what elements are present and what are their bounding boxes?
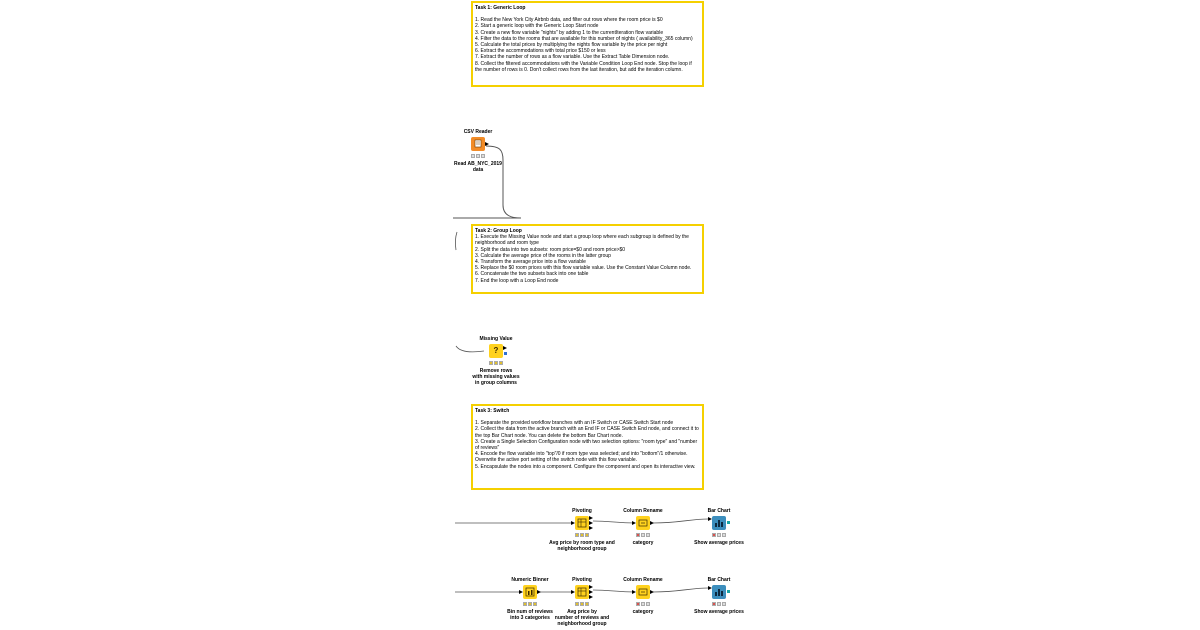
annotation-task2-item: 1. Execute the Missing Value node and start a group loop where each subgroup is defined by the neighborhood and room type	[475, 234, 689, 247]
model-output-port[interactable]	[504, 352, 507, 355]
node-csv-reader[interactable]	[433, 129, 523, 173]
input-port[interactable]	[708, 586, 712, 590]
annotation-task1-title: Task 1: Generic Loop	[475, 5, 526, 11]
bar-chart-icon	[712, 516, 726, 530]
annotation-task1-item: 2. Start a generic loop with the Generic Loop Start node	[475, 23, 599, 30]
node-description[interactable]: Bin num of reviews into 3 categories	[507, 609, 553, 621]
annotation-task2-item: 3. Calculate the average price of the rooms in the latter group	[475, 252, 611, 259]
output-port[interactable]	[589, 585, 593, 589]
annotation-task2-item: 5. Replace the $0 room prices with this flow variable value. Use the Constant Value Column node.	[475, 265, 692, 272]
image-output-port[interactable]	[727, 521, 730, 524]
node-description[interactable]: Show average prices	[694, 609, 744, 615]
bar-chart-icon	[712, 585, 726, 599]
node-icon-box[interactable]	[636, 585, 650, 599]
annotation-task2-item: 6. Concatenate the two subsets back into one table	[475, 271, 589, 278]
annotation-task1[interactable]	[471, 1, 704, 87]
annotation-task2-list	[475, 234, 700, 284]
image-output-port[interactable]	[727, 590, 730, 593]
annotation-task2-title: Task 2: Group Loop	[475, 228, 522, 234]
node-title: Missing Value	[479, 336, 513, 342]
output-port[interactable]	[589, 590, 593, 594]
node-status	[674, 602, 764, 606]
output-port[interactable]	[503, 346, 507, 350]
node-icon-box[interactable]	[575, 585, 589, 599]
node-title: Numeric Binner	[511, 577, 549, 583]
node-description[interactable]: Show average prices	[694, 540, 744, 546]
node-icon-box[interactable]	[523, 585, 537, 599]
output-port[interactable]	[485, 142, 489, 146]
annotation-task2-item: 2. Split the data into two subsets: room price=$0 and room price>$0	[475, 246, 626, 253]
annotation-task1-list	[475, 17, 700, 73]
annotation-task3[interactable]	[471, 404, 704, 490]
node-title: Pivoting	[572, 577, 592, 583]
annotation-task1-item: 8. Collect the filtered accommodations with the Variable Condition Loop End node. Stop the loop if the number of rows is 0. Don't collect rows from the last iteration, but add the iteration column.	[475, 60, 692, 73]
pivot-table-icon	[575, 516, 589, 530]
annotation-task1-item: 6. Extract the accommodations with total price $150 or less	[475, 48, 606, 55]
node-title: Bar Chart	[707, 577, 731, 583]
node-description[interactable]: Avg price by room type and neighborhood group	[549, 540, 615, 552]
node-status	[451, 361, 541, 365]
rename-icon	[636, 516, 650, 530]
node-missing-value[interactable]	[451, 336, 541, 386]
csv-file-icon	[471, 137, 485, 151]
annotation-task1-item: 4. Filter the data to the rooms that are available for this number of nights ( availability_365 column)	[475, 35, 693, 42]
output-port[interactable]	[650, 521, 654, 525]
node-icon-box[interactable]	[471, 137, 485, 151]
node-icon-box[interactable]	[712, 516, 726, 530]
node-bar-chart-bottom[interactable]	[674, 577, 764, 615]
node-title: Pivoting	[572, 508, 592, 514]
node-description[interactable]: Avg price by number of reviews and neighborhood group	[554, 609, 610, 627]
node-icon-box[interactable]	[712, 585, 726, 599]
output-port[interactable]	[589, 516, 593, 520]
connection-into-task2[interactable]	[455, 232, 457, 250]
node-bar-chart-top[interactable]	[674, 508, 764, 546]
node-icon-box[interactable]	[636, 516, 650, 530]
node-description[interactable]: Read AB_NYC_2019 data	[454, 161, 502, 173]
annotation-task3-item: 1. Separate the provided workflow branches with an IF Switch or CASE Switch Start node	[475, 420, 674, 427]
annotation-task1-item: 7. Extract the number of rows as a flow variable. Use the Extract Table Dimension node.	[475, 54, 670, 61]
node-icon-box[interactable]	[575, 516, 589, 530]
output-port[interactable]	[589, 526, 593, 530]
output-port[interactable]	[589, 595, 593, 599]
question-mark-icon: ?	[493, 346, 499, 355]
output-port[interactable]	[589, 521, 593, 525]
annotation-task3-item: 5. Encapsulate the nodes into a component. Configure the component and open its interactive view.	[475, 463, 696, 470]
input-port[interactable]	[571, 590, 575, 594]
node-description[interactable]: Remove rows with missing values in group columns	[472, 368, 520, 386]
annotation-task3-item: 2. Collect the data from the active branch with an End IF or CASE Switch End node, and connect it to the top Bar Chart node. You can delete the bottom Bar Chart node.	[475, 426, 699, 439]
annotation-task1-item: 1. Read the New York City Airbnb data, and filter out rows where the room price is $0	[475, 17, 663, 24]
node-title: Column Rename	[623, 508, 663, 514]
node-icon-box[interactable]	[489, 344, 503, 358]
annotation-task2-item: 7. End the loop with a Loop End node	[475, 277, 559, 284]
output-port[interactable]	[650, 590, 654, 594]
annotation-task1-item: 3. Create a new flow variable "nights" by adding 1 to the currentIteration flow variable	[475, 29, 664, 36]
node-description[interactable]: category	[632, 609, 654, 615]
annotation-task3-title: Task 3: Switch	[475, 408, 510, 414]
annotation-task1-item: 5. Calculate the total prices by multiplying the nights flow variable by the price per night	[475, 42, 668, 49]
annotation-task2-item: 4. Transform the average price into a flow variable	[475, 259, 586, 266]
annotation-task3-item: 3. Create a Single Selection Configuration node with two selection options: "room type" and "number of reviews"	[475, 438, 698, 452]
annotation-task2[interactable]	[471, 224, 704, 294]
annotation-task3-item: 4. Encode the flow variable into "top"/0 if room type was selected; and into "bottom"/1 otherwise. Overwrite the active port setting of the switch node with this flow variable.	[475, 451, 688, 464]
annotation-task3-list	[475, 420, 700, 470]
input-port[interactable]	[519, 590, 523, 594]
pivot-table-icon	[575, 585, 589, 599]
node-status	[433, 154, 523, 158]
node-title: CSV Reader	[463, 129, 493, 135]
node-description[interactable]: category	[632, 540, 654, 546]
node-status	[674, 533, 764, 537]
input-port[interactable]	[632, 590, 636, 594]
node-title: Column Rename	[623, 577, 663, 583]
node-title: Bar Chart	[707, 508, 731, 514]
input-port[interactable]	[708, 517, 712, 521]
input-port[interactable]	[571, 521, 575, 525]
binner-icon	[523, 585, 537, 599]
input-port[interactable]	[632, 521, 636, 525]
rename-icon	[636, 585, 650, 599]
